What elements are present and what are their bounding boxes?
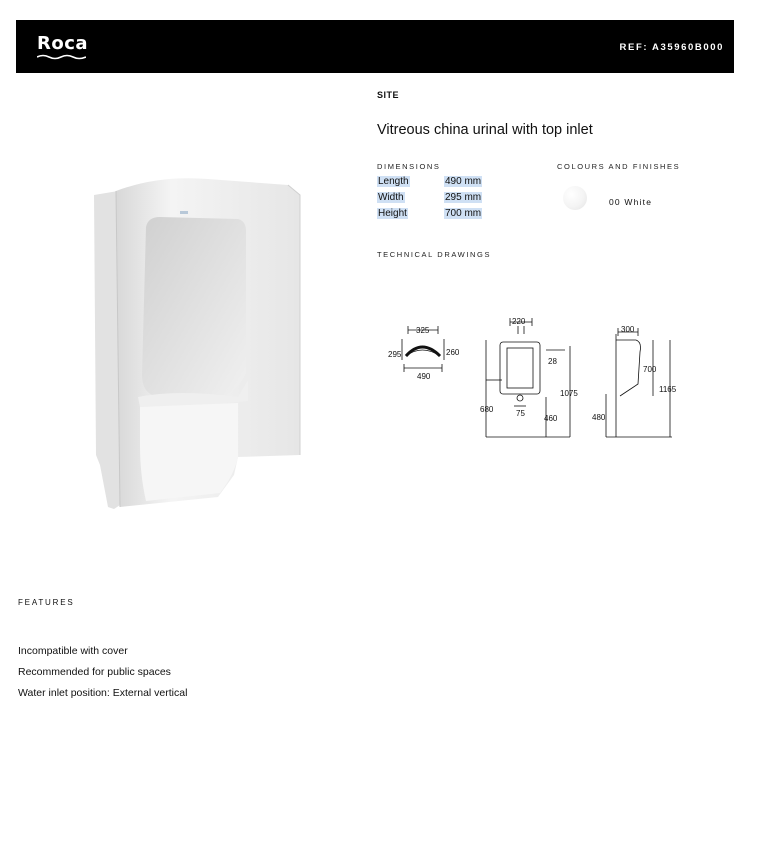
- product-title: Vitreous china urinal with top inlet: [377, 122, 593, 138]
- feature-item: Incompatible with cover: [18, 645, 128, 657]
- brand-logo: Roca: [37, 33, 89, 54]
- product-image: [88, 175, 310, 515]
- white-finish-swatch: [563, 186, 587, 210]
- dim-text: 75: [516, 409, 525, 418]
- dim-text: 295: [388, 350, 402, 359]
- technical-drawings: [380, 312, 690, 442]
- dim-text: 480: [592, 413, 606, 422]
- logo-wave-icon: [37, 54, 86, 60]
- dim-text: 260: [446, 348, 460, 357]
- finish-label: 00 White: [609, 197, 653, 207]
- features-heading: FEATURES: [18, 598, 75, 607]
- dimension-value: 490 mm: [445, 176, 482, 187]
- dim-text: 490: [417, 372, 431, 381]
- dimension-label: Length: [378, 176, 409, 187]
- front-view-drawing: [486, 318, 570, 437]
- dim-text: 220: [512, 317, 526, 326]
- feature-item: Water inlet position: External vertical: [18, 687, 188, 699]
- dim-text: 28: [548, 357, 557, 366]
- side-view-drawing: [606, 328, 672, 437]
- dim-text: 460: [544, 414, 558, 423]
- series-name: SITE: [377, 90, 400, 100]
- feature-item: Recommended for public spaces: [18, 666, 171, 678]
- technical-drawings-heading: TECHNICAL DRAWINGS: [377, 250, 492, 259]
- header-bar: [16, 20, 734, 73]
- dimension-label: Height: [378, 208, 407, 219]
- colours-heading: COLOURS AND FINISHES: [557, 162, 681, 171]
- dimensions-heading: DIMENSIONS: [377, 162, 441, 171]
- dim-text: 1075: [560, 389, 578, 398]
- features-list: [18, 645, 187, 708]
- dimension-value: 295 mm: [445, 192, 482, 203]
- dim-text: 700: [643, 365, 657, 374]
- dim-text: 325: [416, 326, 430, 335]
- dimension-label: Width: [378, 192, 404, 203]
- dim-text: 680: [480, 405, 494, 414]
- dim-text: 300: [621, 325, 635, 334]
- reference-code: REF: A35960B000: [619, 42, 724, 53]
- dim-text: 1165: [659, 385, 677, 394]
- dimension-value: 700 mm: [445, 208, 482, 219]
